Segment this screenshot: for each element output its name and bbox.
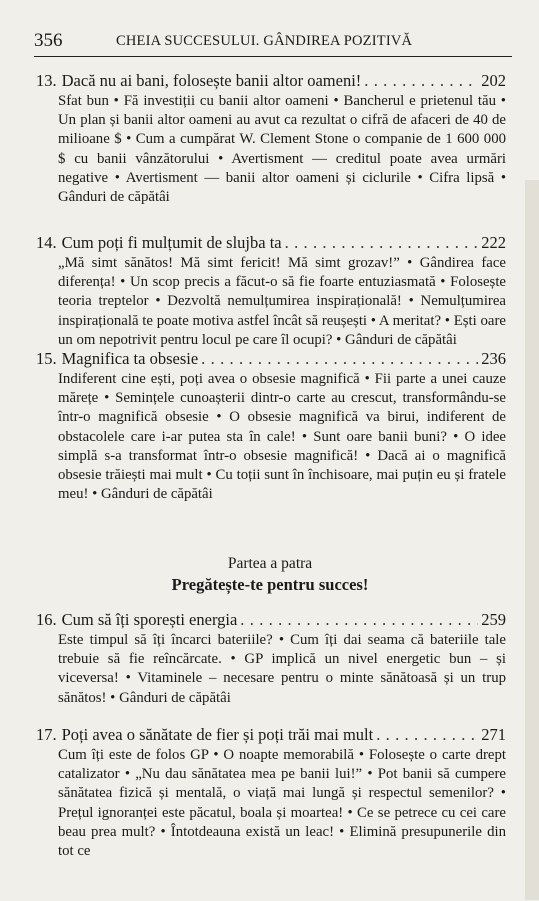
entry-page: 236 [481, 349, 506, 368]
entry-number: 16. [36, 610, 57, 629]
entry-summary: Cum îți este de folos GP • O noapte memorabilă • Folosește o carte drept catalizator • „Nu dau sănătatea mea pe banii lui!” • Pot banii să cumpere sănătatea fizică și mentală, o viață mai lungă și respectul semenilor? • Prețul ignoranței este păcatul, boala și moartea! • Ce se petrece cu cei care beau prea mult? • Întotdeauna există un leac! • Elimină presupunerile din tot ce [58, 747, 506, 860]
dot-leader [201, 348, 478, 370]
part-label: Partea a patra [227, 555, 313, 572]
toc-entry-13[interactable] [36, 70, 506, 207]
entry-heading [36, 70, 506, 92]
toc-entry-17[interactable] [36, 724, 506, 861]
entry-heading [36, 724, 506, 746]
entry-title: Cum poți fi mulțumit de slujba ta [61, 233, 282, 252]
entry-heading [36, 232, 506, 254]
entry-number: 13. [36, 71, 57, 90]
entry-summary: Sfat bun • Fă investiții cu banii altor oameni • Bancherul e prietenul tău • Un plan și banii altor oameni au avut ca rezultat o cifră de afaceri de 40 de milioane $ • Cum a cumpărat W. Clement Stone o companie de 1 600 000 $ cu banii vânzătorului • Avertisment — creditul poate avea urmări negative • Avertisment — banii altor oameni și ciclurile • Cifra lipsă • Gânduri de căpătâi [58, 93, 506, 206]
entry-title: Magnifica ta obsesie [61, 349, 199, 368]
toc-entry-16[interactable] [36, 609, 506, 708]
entry-summary: Este timpul să îți încarci bateriile? • Cum îți dai seama că bateriile tale trebuie să fie reîncărcate. • GP implică un nivel energetic bun – și viceversa! • Vitaminele – necesare pentru o minte sănătoasă și un trup sănătos! • Gânduri de căpătâi [58, 632, 506, 706]
dot-leader [376, 724, 478, 746]
part-title: Pregătește-te pentru succes! [171, 575, 369, 594]
running-title: CHEIA SUCCESULUI. GÂNDIREA POZITIVĂ [116, 33, 413, 49]
entry-heading [36, 609, 506, 631]
entry-page: 259 [481, 610, 506, 629]
page-number: 356 [34, 30, 63, 51]
dot-leader [364, 70, 478, 92]
entry-page: 222 [481, 233, 506, 252]
page-edge-shadow [525, 180, 539, 900]
dot-leader [240, 609, 478, 631]
dot-leader [285, 232, 479, 254]
entry-title: Dacă nu ai bani, folosește banii altor oameni! [61, 71, 362, 90]
entry-number: 14. [36, 233, 57, 252]
entry-summary: Indiferent cine ești, poți avea o obsesie magnifică • Fii parte a unei cauze mărețe • Semințele cunoașterii dintr-o carte au crescut, transformându-se într-o magnifică obsesie • O obsesie magnifică va birui, indiferent de obstacolele care i-ar putea sta în cale! • Sunt oare banii buni? • O idee simplă s-a transformat într-o obsesie magnifică! • Dacă ai o magnifică obsesie trăiești mai mult • Cu toții sunt în închisoare, mai puțin eu și fratele meu! • Gânduri de căpătâi [58, 371, 506, 503]
entry-page: 271 [481, 725, 506, 744]
page-header [34, 30, 512, 57]
toc-entry-14[interactable] [36, 232, 506, 350]
toc-entry-15[interactable] [36, 348, 506, 504]
entry-page: 202 [481, 71, 506, 90]
entry-summary: „Mă simt sănătos! Mă simt fericit! Mă simt grozav!” • Gândirea face diferența! • Un scop precis a făcut-o să fie foarte entuziasmată • Folosește teoria treptelor • Dezvoltă nemulțumirea inspirațională! • Nemulțumirea inspirațională te poate motiva astfel încât să reușești • A meritat? • Ești oare un om nepotrivit pentru locul pe care îl ocupi? • Gânduri de căpătâi [58, 255, 506, 348]
entry-number: 17. [36, 725, 57, 744]
entry-number: 15. [36, 349, 57, 368]
entry-heading [36, 348, 506, 370]
part-heading [60, 554, 480, 595]
entry-title: Cum să îți sporești energia [61, 610, 238, 629]
entry-title: Poți avea o sănătate de fier și poți trăi mai mult [61, 725, 374, 744]
